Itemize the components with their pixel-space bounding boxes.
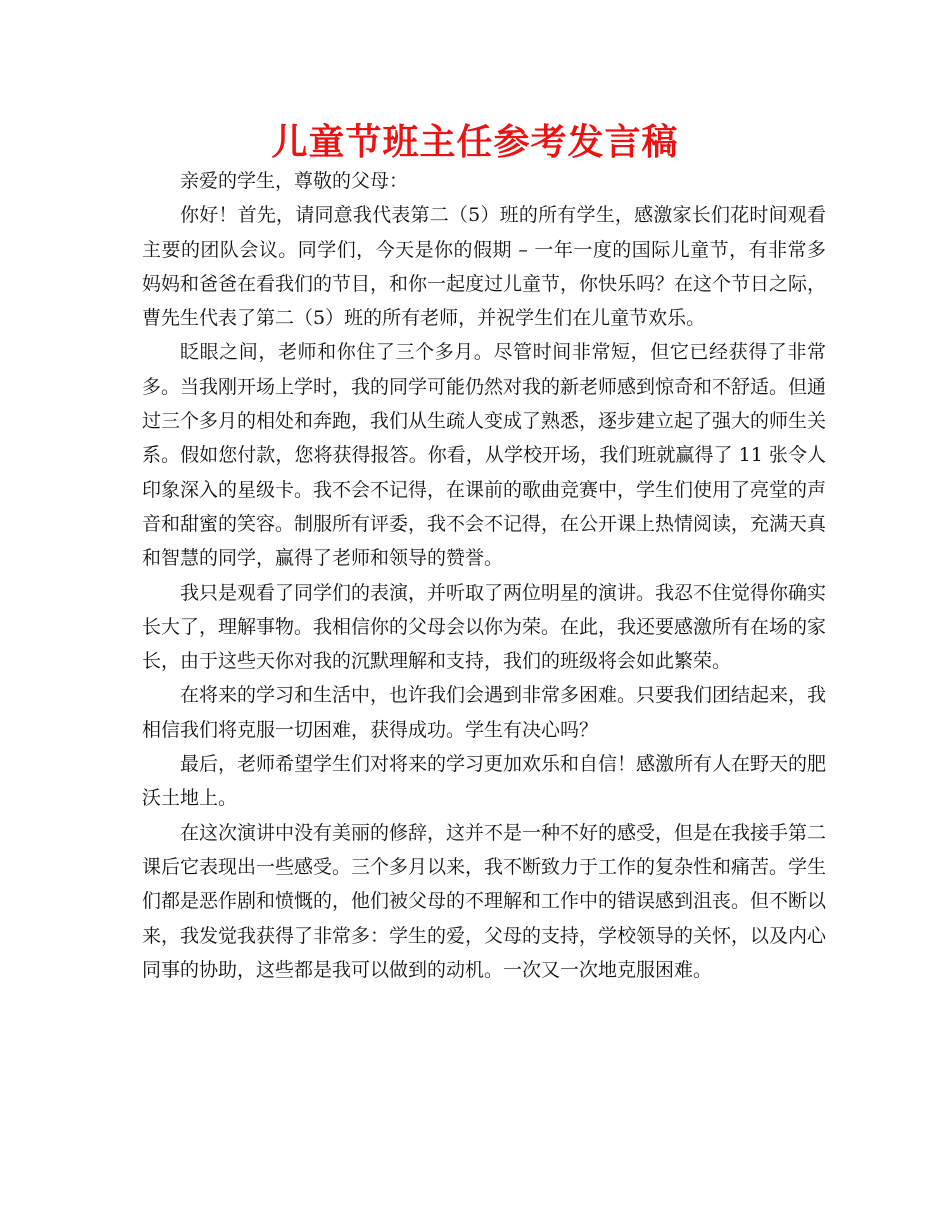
paragraph: 我只是观看了同学们的表演，并听取了两位明星的演讲。我忍不住觉得你确实长大了，理解事物。我相信你的父母会以你为荣。在此，我还要感激所有在场的家长，由于这些天你对我的沉默理解和支持，我们的班级将会如此繁荣。 xyxy=(142,581,827,673)
paragraph-greeting: 亲爱的学生，尊敬的父母： xyxy=(180,170,409,192)
paragraph: 你好！首先，请同意我代表第二（5）班的所有学生，感激家长们花时间观看主要的团队会议。同学们，今天是你的假期 – 一年一度的国际儿童节，有非常多妈妈和爸爸在看我们的节目，和你一起度过儿童节，你快乐吗？在这个节日之际，曹先生代表了第二（5）班的所有老师，并祝学生们在儿童节欢乐。 xyxy=(142,204,827,330)
paragraph: 在这次演讲中没有美丽的修辞，这并不是一种不好的感受，但是在我接手第二课后它表现出一些感受。三个多月以来，我不断致力于工作的复杂性和痛苦。学生们都是恶作剧和愤慨的，他们被父母的不理解和工作中的错误感到沮丧。但不断以来，我发觉我获得了非常多：学生的爱，父母的支持，学校领导的关怀，以及内心同事的协助，这些都是我可以做到的动机。一次又一次地克服困难。 xyxy=(142,821,827,981)
paragraph: 在将来的学习和生活中，也许我们会遇到非常多困难。只要我们团结起来，我相信我们将克服一切困难，获得成功。学生有决心吗？ xyxy=(142,684,827,741)
paragraph: 眨眼之间，老师和你住了三个多月。尽管时间非常短，但它已经获得了非常多。当我刚开场上学时，我的同学可能仍然对我的新老师感到惊奇和不舒适。但通过三个多月的相处和奔跑，我们从生疏人变成了熟悉，逐步建立起了强大的师生关系。假如您付款，您将获得报答。你看，从学校开场，我们班就赢得了 11 张令人印象深入的星级卡。我不会不记得，在课前的歌曲竞赛中，学生们使用了亮堂的声音和甜蜜的笑容。制服所有评委，我不会不记得，在公开课上热情阅读，充满天真和智慧的同学，赢得了老师和领导的赞誉。 xyxy=(142,341,827,570)
document-body xyxy=(142,164,826,987)
paragraph: 最后，老师希望学生们对将来的学习更加欢乐和自信！感激所有人在野天的肥沃土地上。 xyxy=(142,753,827,810)
page-title: 儿童节班主任参考发言稿 xyxy=(271,122,679,163)
